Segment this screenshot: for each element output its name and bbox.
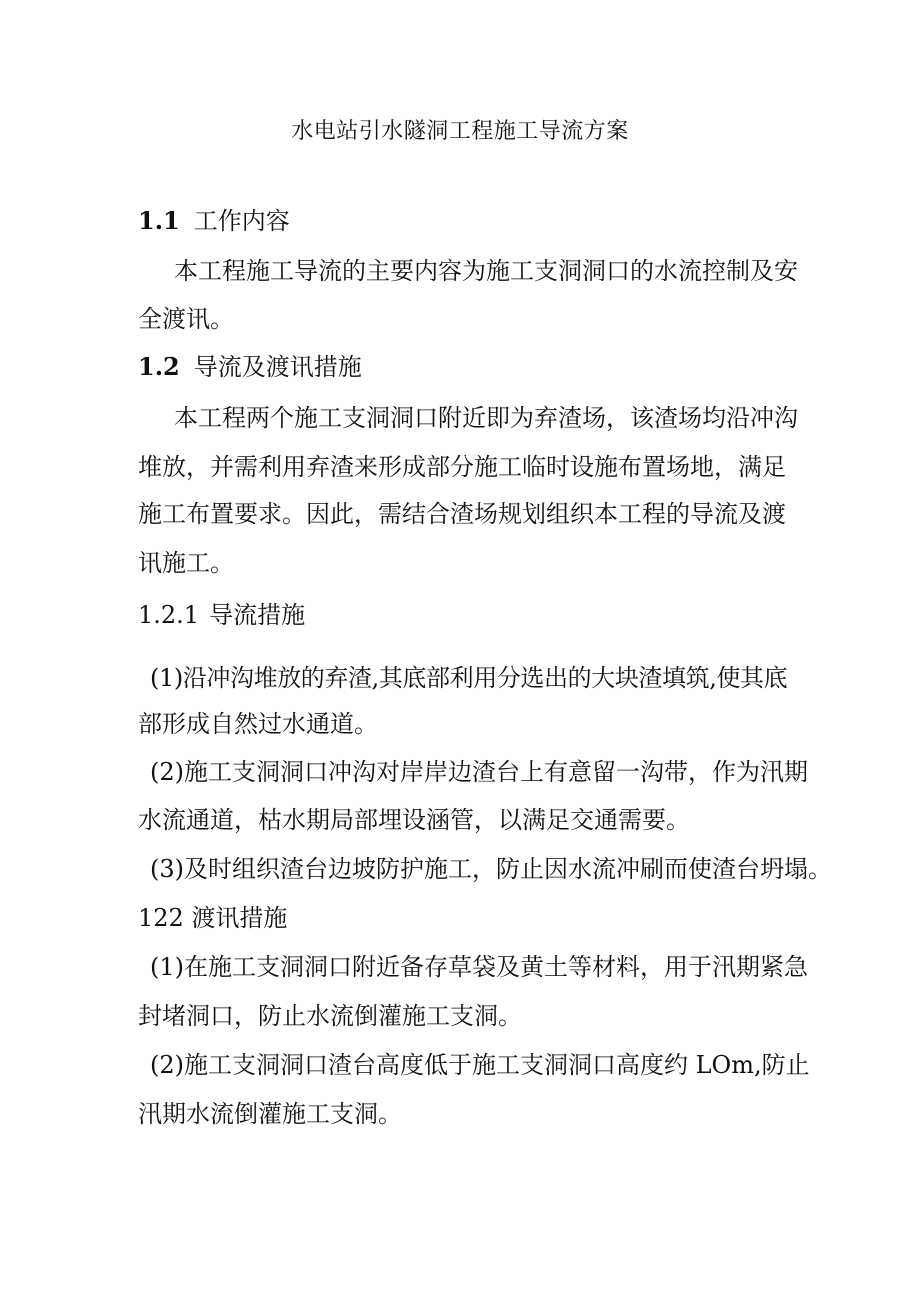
document-title: 水电站引水隧洞工程施工导流方案: [291, 119, 629, 144]
subsection-heading-1-2-1: [138, 600, 305, 630]
paragraph-line: 堆放，并需利用弃渣来形成部分施工临时设施布置场地，满足: [138, 453, 786, 481]
list-item-line: (1)沿冲沟堆放的弃渣,其底部利用分选出的大块渣填筑,使其底: [150, 664, 788, 692]
list-item-line: (1)在施工支洞洞口附近备存草袋及黄土等材料，用于汛期紧急: [150, 953, 808, 981]
section-title: 导流及渡讯措施: [193, 353, 362, 381]
list-item-line: (2)施工支洞洞口渣台高度低于施工支洞洞口高度约 LOm,防止: [150, 1051, 810, 1079]
subsection-heading-1-2-2: 122 渡讯措施: [138, 904, 288, 932]
paragraph-line: 施工布置要求。因此，需结合渣场规划组织本工程的导流及渡: [138, 500, 786, 528]
paragraph-line: 本工程施工导流的主要内容为施工支洞洞口的水流控制及安: [174, 257, 798, 285]
list-item-line: (3)及时组织渣台边坡防护施工，防止因水流冲刷而使渣台坍塌。: [150, 855, 832, 883]
list-item-line: 部形成自然过水通道。: [138, 710, 378, 738]
paragraph-line: 讯施工。: [138, 549, 234, 577]
section-heading-1-2: [138, 352, 362, 382]
paragraph-line: 本工程两个施工支洞洞口附近即为弃渣场，该渣场均沿冲沟: [174, 404, 798, 432]
section-number: 1.1: [138, 206, 180, 235]
list-item-line: (2)施工支洞洞口冲沟对岸岸边渣台上有意留一沟带，作为汛期: [150, 758, 808, 786]
section-number: 1.2.1: [138, 601, 200, 629]
section-title: 导流措施: [209, 601, 306, 629]
list-item-line: 汛期水流倒灌施工支洞。: [138, 1100, 402, 1128]
paragraph-line: 全渡讯。: [138, 305, 234, 333]
list-item-line: 水流通道，枯水期局部埋设涵管，以满足交通需要。: [138, 806, 690, 834]
list-item-line: 封堵洞口，防止水流倒灌施工支洞。: [138, 1002, 522, 1030]
section-heading-1-1: [138, 206, 290, 236]
section-number: 1.2: [138, 352, 180, 381]
section-title: 工作内容: [193, 207, 290, 235]
